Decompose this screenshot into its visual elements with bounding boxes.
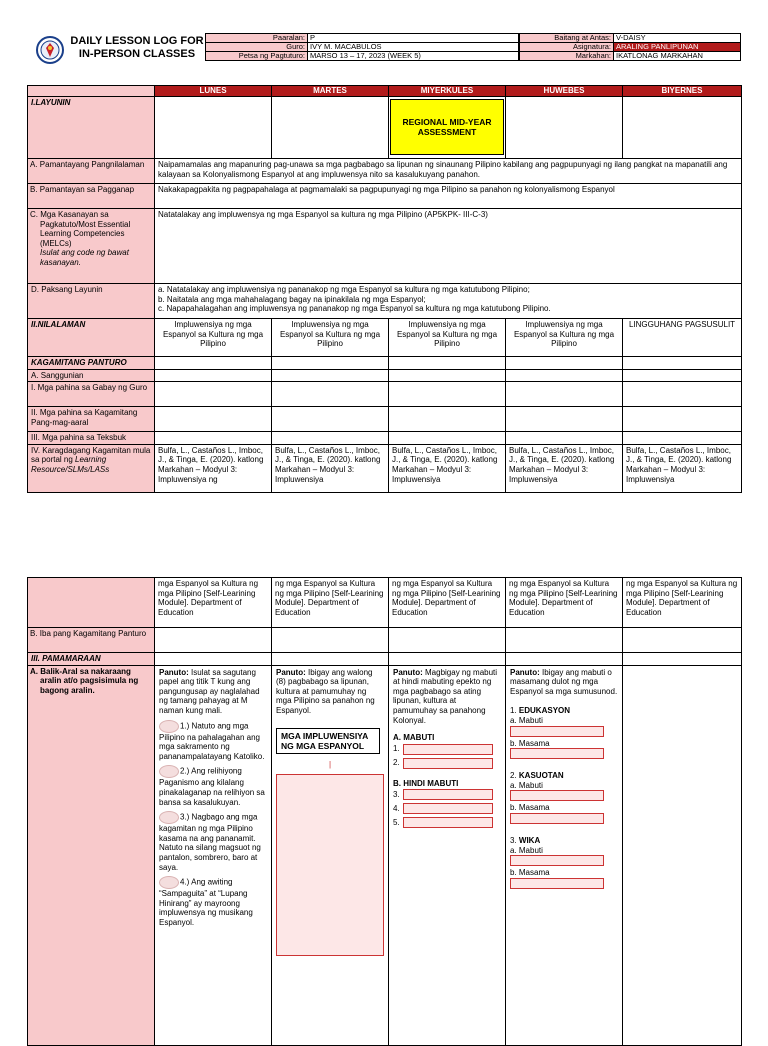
row-label-melcs [28, 209, 155, 284]
baitang-value: V-DAISY [614, 34, 741, 43]
reference-continued: ng mga Espanyol sa Kultura ng mga Pilipino [Self-Learining Module]. Department of Education [506, 578, 623, 628]
row-label-gabay-guro: I. Mga pahina sa Gabay ng Guro [28, 382, 155, 407]
nilalaman-text: Impluwensiya ng mga Espanyol sa Kultura ng mga Pilipino [272, 319, 389, 357]
reference-continued: ng mga Espanyol sa Kultura ng mga Pilipino [Self-Learining Module]. Department of Education [272, 578, 389, 628]
masama-label: b. Masama [510, 803, 550, 813]
row-label-kagamitang-panturo: KAGAMITANG PANTURO [28, 357, 155, 370]
cell-continued-label [28, 578, 155, 628]
answer-circle[interactable] [159, 876, 179, 889]
tf-item-text: 3.) Nagbago ang mga kagamitan ng mga Pilipino kasama na ang pananamit. Natuto na silang magsuot ng pantalon, sombrero, baro at saya. [159, 812, 261, 872]
deped-seal-icon [36, 36, 64, 64]
thursday-instructions [510, 668, 618, 697]
row-label-karagdagang-kagamitan [28, 444, 155, 492]
answer-input[interactable] [510, 813, 604, 824]
tf-item [159, 720, 267, 762]
answer-input[interactable] [510, 790, 604, 801]
row-label-teksbuk: III. Mga pahina sa Teksbuk [28, 432, 155, 445]
topic-heading [510, 771, 618, 781]
answer-number: 5. [393, 818, 400, 828]
answer-input[interactable] [403, 789, 493, 800]
panuto-text: Ibigay ang mabuti o masamang dulot ng mga Espanyol sa mga sumusunod. [510, 667, 618, 696]
row-label-nilalaman: II.NILALAMAN [28, 319, 155, 357]
lingguhang-pagsusulit: LINGGUHANG PAGSUSULIT [623, 319, 742, 357]
panuto-label: Panuto: [159, 667, 189, 677]
day-header: BIYERNES [623, 86, 742, 97]
answer-number: 3. [393, 790, 400, 800]
panuto-label: Panuto: [393, 667, 423, 677]
nilalaman-text: Impluwensiya ng mga Espanyol sa Kultura ng mga Pilipino [155, 319, 272, 357]
topic-heading [510, 706, 618, 716]
petsa-label: Petsa ng Pagtuturo: [206, 52, 308, 61]
day-header: MIYERKULES [389, 86, 506, 97]
answer-input[interactable] [510, 726, 604, 737]
lesson-log-table-page1 [27, 85, 742, 493]
mabuti-heading: A. MABUTI [393, 733, 435, 743]
tuesday-activity [272, 665, 389, 1045]
cell-empty [155, 97, 272, 159]
text-cursor: | [328, 759, 332, 769]
melcs-note: Isulat ang code ng bawat kasanayan. [40, 248, 129, 267]
panuto-label: Panuto: [276, 667, 306, 677]
tf-item-text: 4.) Ang awiting “Sampaguita” at “Lupang Hinirang” ay mayroong impluwensya ng musikang Espanyol. [159, 877, 253, 927]
tf-item [159, 876, 267, 927]
answer-input[interactable] [403, 803, 493, 814]
masama-label: b. Masama [510, 738, 550, 748]
row-label-sanggunian: A. Sanggunian [28, 369, 155, 382]
markahan-value: IKATLONAG MARKAHAN [614, 52, 741, 61]
markahan-label: Markahan: [520, 52, 614, 61]
thursday-activity [506, 665, 623, 1045]
karagdagang-label: IV. Karagdagang Kagamitan mula sa portal ng [31, 445, 151, 465]
topic-name: WIKA [518, 835, 541, 845]
monday-instructions [159, 668, 267, 716]
answer-number: 1. [393, 744, 400, 754]
page-title: DAILY LESSON LOG FOR IN-PERSON CLASSES [70, 35, 204, 60]
corner-cell [28, 86, 155, 97]
row-label-iba-pang-kagamitan: B. Iba pang Kagamitang Panturo [28, 628, 155, 653]
answer-number: 2. [393, 758, 400, 768]
answer-input[interactable] [510, 878, 604, 889]
impluwensiya-box-label: MGA IMPLUWENSIYA NG MGA ESPANYOL [276, 728, 380, 754]
mabuti-label: a. Mabuti [510, 845, 543, 855]
answer-circle[interactable] [159, 720, 179, 733]
reference-continued: mga Espanyol sa Kultura ng mga Pilipino [Self-Learining Module]. Department of Education [155, 578, 272, 628]
melcs-label: C. Mga Kasanayan sa Pagkatuto/Most Essential Learning Competencies (MELCs) [30, 210, 131, 248]
day-header: HUWEBES [506, 86, 623, 97]
answer-number: 4. [393, 804, 400, 814]
cell-assessment [389, 97, 506, 159]
tf-item-text: 1.) Natuto ang mga Pilipino na pahalagahan ang mga sakramento ng pananampalatayang Katoliko. [159, 721, 265, 761]
topic-heading [510, 836, 618, 846]
row-label-paksang-layunin: D. Paksang Layunin [28, 284, 155, 319]
monday-activity [155, 665, 272, 1045]
topic-number: 3. [510, 835, 519, 845]
nilalaman-text: Impluwensiya ng mga Espanyol sa Kultura ng mga Pilipino [389, 319, 506, 357]
topic-number: 2. [510, 771, 519, 781]
tuesday-instructions [276, 668, 384, 716]
paksang-layunin-b: b. Naitatala ang mga mahahalagang bagay na ipinakilala ng mga Espanyol; [158, 294, 426, 304]
cell-empty [506, 97, 623, 159]
panuto-text: Isulat sa sagutang papel ang titik T kung ang pangungusap ay naglalahad ng tamang pahayag at M naman kung mali. [159, 667, 260, 715]
answer-input[interactable] [403, 758, 493, 769]
paksang-layunin-a: a. Natatalakay ang impluwensiya ng pananakop ng mga Espanyol sa kultura ng mga katutubong Pilipino; [158, 285, 530, 294]
nilalaman-text: Impluwensiya ng mga Espanyol sa Kultura ng mga Pilipino [506, 319, 623, 357]
topic-name: EDUKASYON [518, 706, 571, 716]
paaralan-label: Paaralan: [206, 34, 308, 43]
answer-input[interactable] [403, 817, 493, 828]
reference-text: Bulfa, L., Castaños L., Imboc, J., & Tinga, E. (2020). katlong Markahan – Modyul 3: Impluwensiya [506, 444, 623, 492]
reference-text: Bulfa, L., Castaños L., Imboc, J., & Tinga, E. (2020). katlong Markahan – Modyul 3: Impluwensiya ng [155, 444, 272, 492]
answer-circle[interactable] [159, 765, 179, 778]
paksang-layunin-cell [155, 284, 742, 319]
answer-row [393, 744, 501, 755]
melcs-text: Natatalakay ang impluwensya ng mga Espanyol sa kultura ng mga Pilipino (AP5KPK- III-C-3) [155, 209, 742, 284]
panuto-text: Ibigay ang walong (8) pagbabago sa lipunan, kultura at pamumuhay ng mga Pilipino sa panahon ng Espanyol. [276, 667, 375, 715]
answer-input[interactable] [510, 855, 604, 866]
day-header: LUNES [155, 86, 272, 97]
cell-empty [272, 97, 389, 159]
row-label-layunin: I.LAYUNIN [28, 97, 155, 159]
tf-item [159, 811, 267, 872]
pamantayan-pagganap-text: Nakakapagpakita ng pagpapahalaga at pagmamalaki sa pagpupunyagi ng mga Pilipino sa panahon ng kolonyalismong Espanyol [155, 184, 742, 209]
answer-row [393, 758, 501, 769]
wednesday-instructions [393, 668, 501, 726]
answer-circle[interactable] [159, 811, 179, 824]
mabuti-label: a. Mabuti [510, 780, 543, 790]
header-info-right [519, 33, 741, 61]
tf-item-text: 2.) Ang relihiyong Paganismo ang kilalang pinakalaganap na relihiyon sa bansa sa kasalukuyan. [159, 766, 265, 807]
tf-item [159, 765, 267, 807]
friday-activity [623, 665, 742, 1045]
topic-name: KASUOTAN [518, 771, 564, 781]
paaralan-value: P [308, 34, 519, 43]
asignatura-label: Asignatura: [520, 43, 614, 52]
mabuti-label: a. Mabuti [510, 715, 543, 725]
row-label-pamamaraan: III. PAMAMARAAN [28, 653, 155, 666]
lesson-log-table-page2 [27, 577, 742, 1046]
paksang-layunin-c: c. Napapahalagahan ang impluwensya ng pananakop ng mga Espanyol sa kultura ng mga katutubong Pilipino. [158, 304, 551, 314]
hindi-mabuti-heading: B. HINDI MABUTI [393, 778, 459, 788]
assessment-label: REGIONAL MID-YEAR ASSESSMENT [390, 99, 504, 155]
guro-label: Guro: [206, 43, 308, 52]
topic-number: 1. [510, 706, 519, 716]
answer-textarea[interactable] [276, 774, 384, 956]
wednesday-activity [389, 665, 506, 1045]
row-label-pamantayang-pangnilalaman: A. Pamantayang Pangnilalaman [28, 159, 155, 184]
answer-input[interactable] [510, 748, 604, 759]
cell-empty [623, 97, 742, 159]
answer-row [393, 789, 501, 800]
masama-label: b. Masama [510, 868, 550, 878]
row-label-balik-aral: A. Balik-Aral sa nakaraang aralin at/o pagsisimula ng bagong aralin. [28, 665, 155, 1045]
panuto-label: Panuto: [510, 667, 540, 677]
baitang-label: Baitang at Antas: [520, 34, 614, 43]
petsa-value: MARSO 13 – 17, 2023 (WEEK 5) [308, 52, 519, 61]
reference-continued: ng mga Espanyol sa Kultura ng mga Pilipino [Self-Learining Module]. Department of Education [389, 578, 506, 628]
asignatura-value: ARALING PANLIPUNAN [614, 43, 741, 52]
pamantayang-pangnilalaman-text: Naipamamalas ang mapanuring pag-unawa sa mga pagbabago sa lipunan ng sinaunang Pilipino kabilang ang pagpupunyagi ng ilang pangkat na mapanatili ang kalayaan sa Kolonyalismong Espanyol at ang impluwensya nito sa kasalukuyang panahon. [155, 159, 742, 184]
reference-text: Bulfa, L., Castaños L., Imboc, J., & Tinga, E. (2020). katlong Markahan – Modyul 3: Impluwensiya [272, 444, 389, 492]
row-label-pamantayan-pagganap: B. Pamantayan sa Pagganap [28, 184, 155, 209]
reference-continued: ng mga Espanyol sa Kultura ng mga Pilipino [Self-Learining Module]. Department of Education [623, 578, 742, 628]
reference-text: Bulfa, L., Castaños L., Imboc, J., & Tinga, E. (2020). katlong Markahan – Modyul 3: Impluwensiya [623, 444, 742, 492]
row-label-kagamitang-pang-mag-aaral: II. Mga pahina sa Kagamitang Pang-mag-aaral [28, 407, 155, 432]
day-header: MARTES [272, 86, 389, 97]
panuto-text: Magbigay ng mabuti at hindi mabuting epekto ng mga pagbabago sa ating lipunan, kultura at pamumuhay sa panahong Kolonyal. [393, 667, 498, 725]
reference-text: Bulfa, L., Castaños L., Imboc, J., & Tinga, E. (2020). katlong Markahan – Modyul 3: Impluwensiya [389, 444, 506, 492]
answer-row [393, 803, 501, 814]
guro-value: IVY M. MACABULOS [308, 43, 519, 52]
karagdagang-label-italic: Learning Resource/SLMs/LASs [31, 455, 110, 474]
header-info-left [205, 33, 519, 61]
answer-row [393, 817, 501, 828]
answer-input[interactable] [403, 744, 493, 755]
